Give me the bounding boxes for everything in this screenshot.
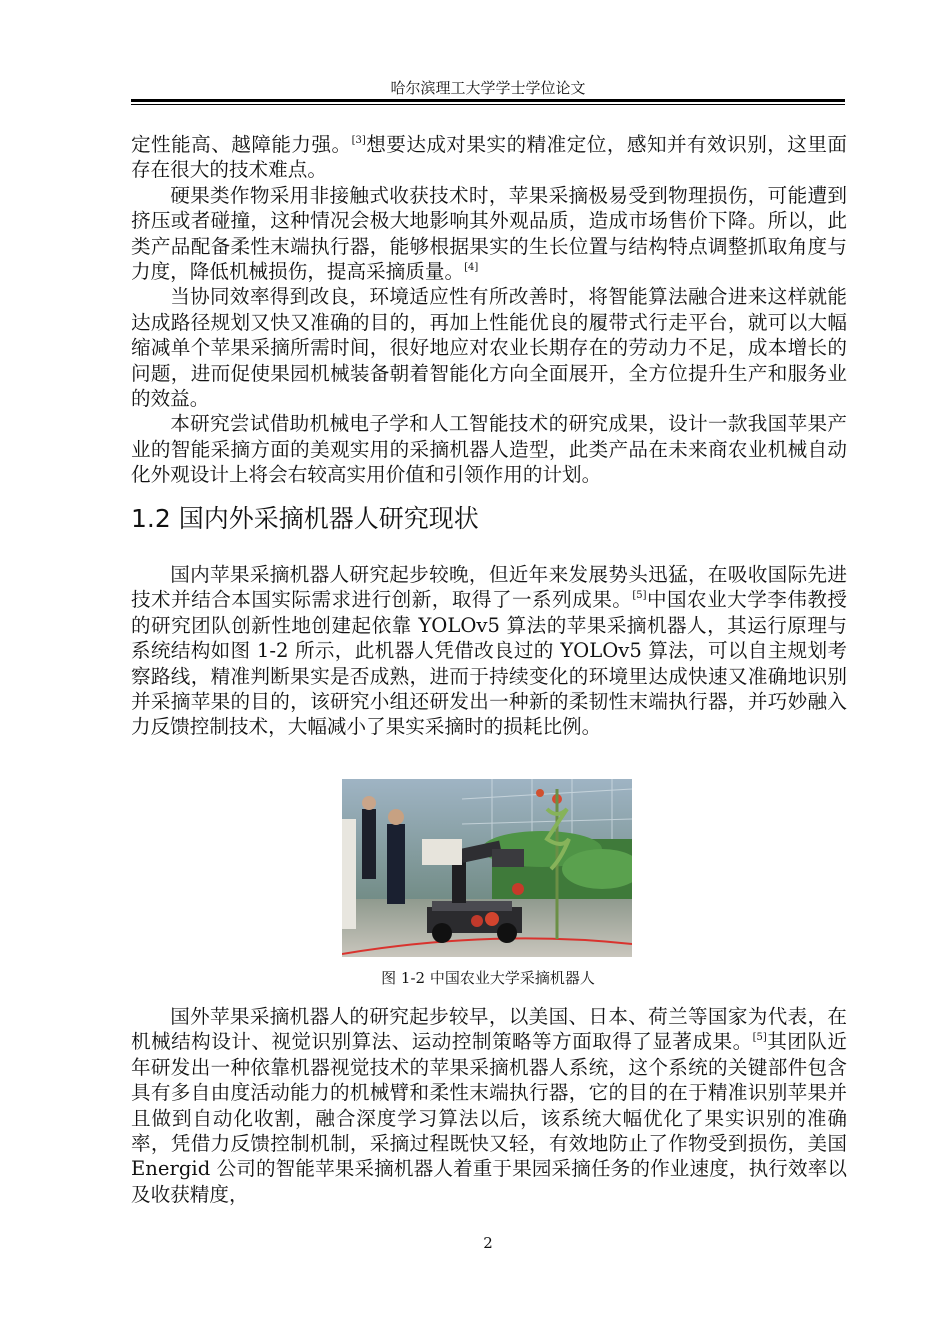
body-text-middle [131,562,847,740]
page-header: 哈尔滨理工大学学士学位论文 [390,79,586,97]
paragraph-text: 国内苹果采摘机器人研究起步较晚，但近年来发展势头迅猛，在吸收国际先进技术并结合本国实际需求进行创新，取得了一系列成果。 [131,563,847,612]
section-heading: 1.2 国内外采摘机器人研究现状 [131,504,479,533]
header-rule [131,99,845,102]
paragraph-text: 国外苹果采摘机器人的研究起步较早，以美国、日本、荷兰等国家为代表，在机械结构设计、视觉识别算法、运动控制策略等方面取得了显著成果。 [131,1005,847,1054]
paragraph-text: 中国农业大学李伟教授的研究团队创新性地创建起依靠 YOLOv5 算法的苹果采摘机器人，其运行原理与系统结构如图 1-2 所示，此机器人凭借改良过的 YOLOv5 算法，可以自主规划考察路线，精准判断果实是否成熟，进而于持续变化的环境里达成快速又准确地识别并采摘苹果的目的，该研究小组还研发出一种新的柔韧性末端执行器，并巧妙融入力反馈控制技术，大幅减小了果实采摘时的损耗比例。 [131,588,848,739]
paragraph-text: 想要达成对果实的精准定位，感知并有效识别，这里面存在很大的技术难点。 [131,133,848,182]
citation-ref: [3] [351,135,366,146]
paragraph-text: 硬果类作物采用非接触式收获技术时，苹果采摘极易受到物理损伤，可能遭到挤压或者碰撞，这种情况会极大地影响其外观品质，造成市场售价下降。所以，此类产品配备柔性末端执行器，能够根据果实的生长位置与结构特点调整抓取角度与力度，降低机械损伤，提高采摘质量。 [131,183,847,284]
body-text-lower [131,1004,847,1207]
paragraph: 本研究尝试借助机械电子学和人工智能技术的研究成果，设计一款我国苹果产业的智能采摘方面的美观实用的采摘机器人造型，此类产品在未来商农业机械自动化外观设计上将会右较高实用价值和引领作用的计划。 [131,412,847,487]
page-number: 2 [483,1234,493,1252]
header-rule-thin [131,104,845,105]
paragraph-text: 定性能高、越障能力强。 [131,133,352,156]
paragraph-text: 其团队近年研发出一种依靠机器视觉技术的苹果采摘机器人系统，这个系统的关键部件包含具有多自由度活动能力的机械臂和柔性末端执行器，它的目的在于精准识别苹果并且做到自动化收割，融合深度学习算法以后，该系统大幅优化了果实识别的准确率，凭借力反馈控制机制，采摘过程既快又轻，有效地防止了作物受到损伤，美国 Energid 公司的智能苹果采摘机器人着重于果园采摘任务的作业速度，执行效率以及收获精度， [131,1030,848,1206]
paragraph [131,562,847,740]
paragraph [131,132,847,183]
paragraph [131,1004,847,1207]
citation-ref: [5] [632,590,647,602]
robot-photo-image [342,779,632,957]
body-text-upper [131,132,847,488]
citation-ref: [5] [752,1032,767,1044]
paragraph: 当协同效率得到改良，环境适应性有所改善时，将智能算法融合进来这样就能达成路径规划又快又准确的目的，再加上性能优良的履带式行走平台，就可以大幅缩减单个苹果采摘所需时间，很好地应对农业长期存在的劳动力不足，成本增长的问题，进而促使果园机械装备朝着智能化方向全面展开，全方位提升生产和服务业的效益。 [131,285,847,411]
figure-caption: 图 1-2 中国农业大学采摘机器人 [381,969,595,987]
paragraph [131,183,847,285]
figure-robot-photo [342,779,632,957]
citation-ref: [4] [464,262,479,274]
